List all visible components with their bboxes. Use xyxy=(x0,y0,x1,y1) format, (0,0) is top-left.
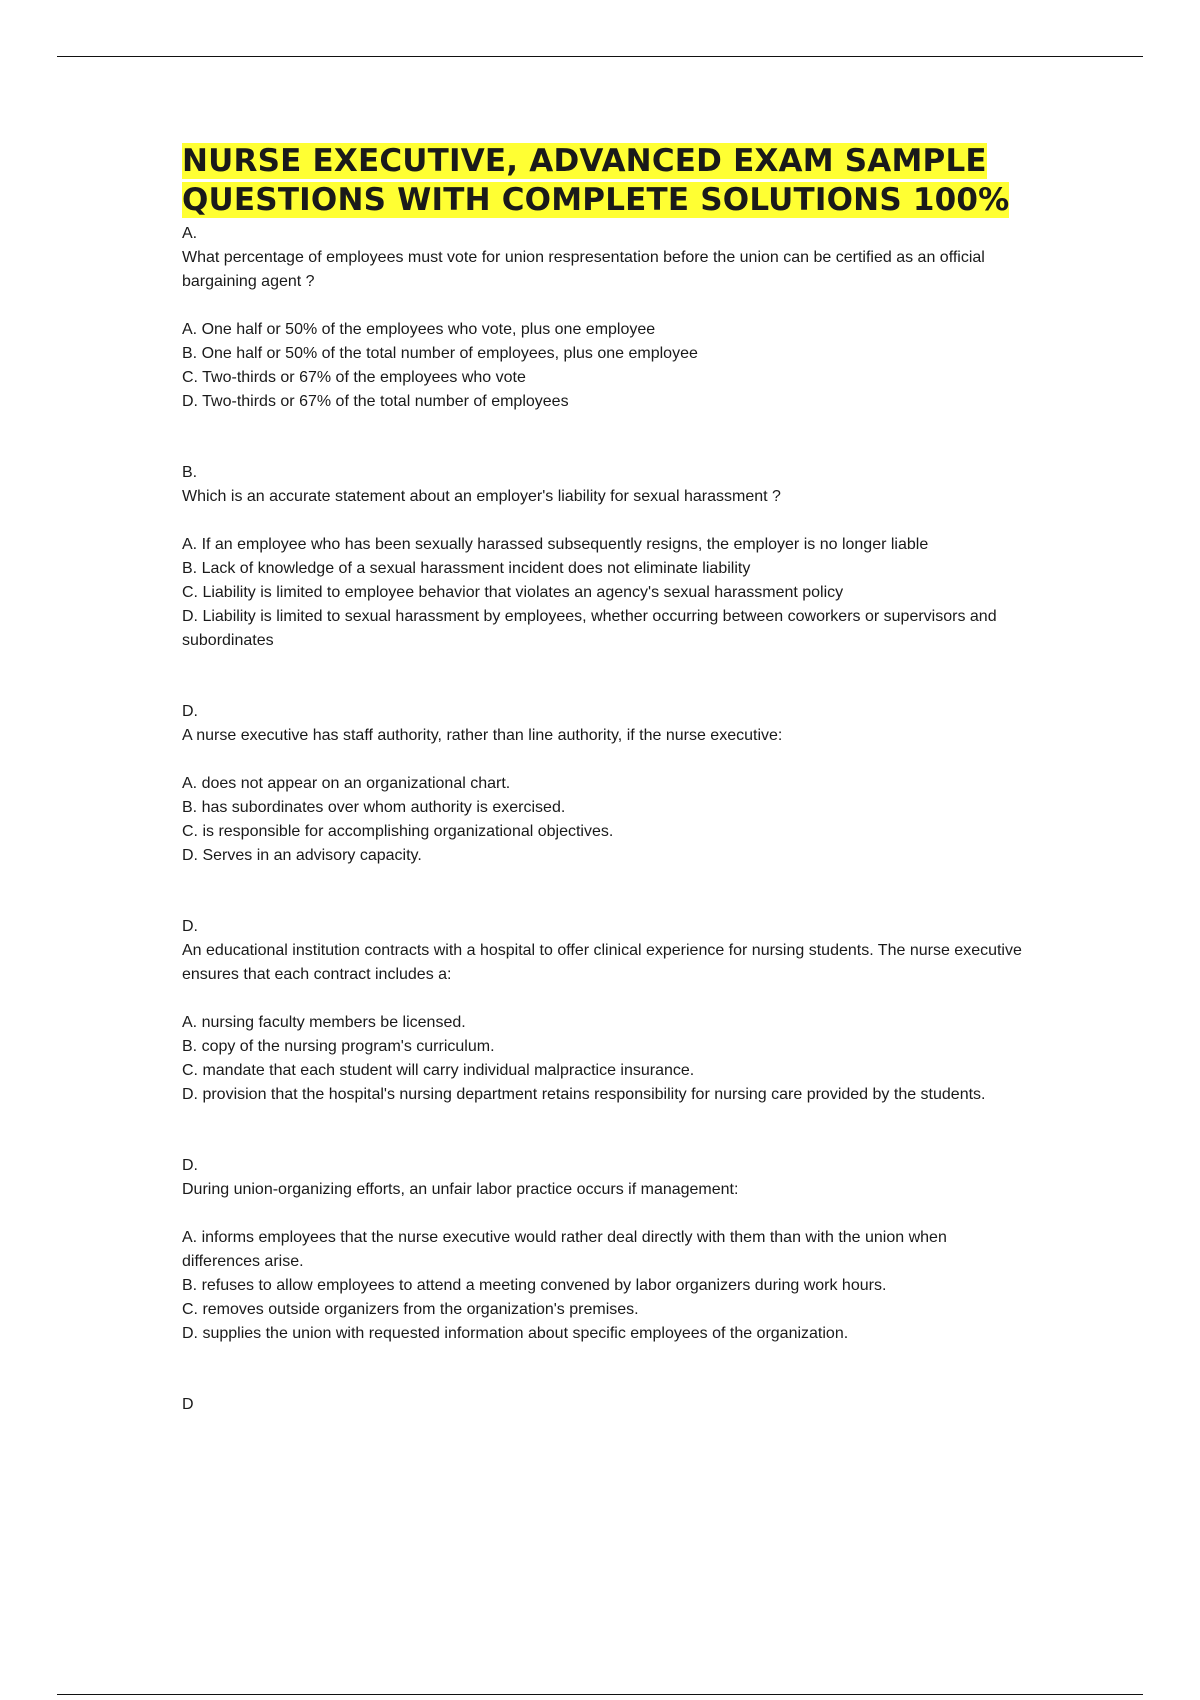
option-c: C. removes outside organizers from the organization's premises. xyxy=(182,1301,639,1318)
option-list xyxy=(182,1011,1022,1107)
option-d: D. Two-thirds or 67% of the total number of employees xyxy=(182,393,569,410)
option-b: B. One half or 50% of the total number of employees, plus one employee xyxy=(182,345,698,362)
option-d: D. Liability is limited to sexual harassment by employees, whether occurring between coworkers or supervisors and subordinates xyxy=(182,608,997,649)
option-a: A. If an employee who has been sexually harassed subsequently resigns, the employer is no longer liable xyxy=(182,536,929,553)
option-c: C. mandate that each student will carry individual malpractice insurance. xyxy=(182,1062,695,1079)
option-c: C. is responsible for accomplishing organizational objectives. xyxy=(182,823,614,840)
option-b: B. copy of the nursing program's curriculum. xyxy=(182,1038,495,1055)
option-a: A. informs employees that the nurse executive would rather deal directly with them than with the union when differences arise. xyxy=(182,1229,947,1270)
question-block-1 xyxy=(182,222,1022,414)
question-text: What percentage of employees must vote for union respresentation before the union can be certified as an official bargaining agent ? xyxy=(182,249,985,290)
option-d: D. supplies the union with requested information about specific employees of the organization. xyxy=(182,1325,849,1342)
option-list xyxy=(182,772,1022,868)
document-body xyxy=(182,142,1022,1417)
trailing-answer-key: D xyxy=(182,1396,194,1413)
option-list xyxy=(182,533,1022,653)
option-c: C. Liability is limited to employee behavior that violates an agency's sexual harassment policy xyxy=(182,584,844,601)
answer-key: D. xyxy=(182,1157,198,1174)
document-title xyxy=(182,142,1022,220)
option-b: B. refuses to allow employees to attend a meeting convened by labor organizers during work hours. xyxy=(182,1277,887,1294)
option-d: D. Serves in an advisory capacity. xyxy=(182,847,422,864)
option-c: C. Two-thirds or 67% of the employees who vote xyxy=(182,369,526,386)
question-block-3 xyxy=(182,700,1022,868)
option-b: B. Lack of knowledge of a sexual harassment incident does not eliminate liability xyxy=(182,560,751,577)
answer-key: D. xyxy=(182,918,198,935)
option-list xyxy=(182,1226,1022,1346)
option-a: A. One half or 50% of the employees who vote, plus one employee xyxy=(182,321,656,338)
question-text: A nurse executive has staff authority, rather than line authority, if the nurse executive: xyxy=(182,727,783,744)
answer-key: B. xyxy=(182,464,198,481)
question-block-5 xyxy=(182,1154,1022,1346)
option-d: D. provision that the hospital's nursing department retains responsibility for nursing care provided by the students. xyxy=(182,1086,986,1103)
header-rule xyxy=(57,56,1143,57)
option-a: A. does not appear on an organizational chart. xyxy=(182,775,511,792)
question-text: During union-organizing efforts, an unfair labor practice occurs if management: xyxy=(182,1181,739,1198)
option-a: A. nursing faculty members be licensed. xyxy=(182,1014,466,1031)
question-text: Which is an accurate statement about an employer's liability for sexual harassment ? xyxy=(182,488,781,505)
title-highlight: NURSE EXECUTIVE, ADVANCED EXAM SAMPLE QUESTIONS WITH COMPLETE SOLUTIONS 100% xyxy=(182,143,1010,218)
answer-key: D. xyxy=(182,703,198,720)
answer-key: A. xyxy=(182,225,198,242)
footer-rule xyxy=(57,1694,1143,1695)
question-block-4 xyxy=(182,915,1022,1107)
question-block-2 xyxy=(182,461,1022,653)
option-list xyxy=(182,318,1022,414)
question-text: An educational institution contracts with a hospital to offer clinical experience for nursing students. The nurse executive ensures that each contract includes a: xyxy=(182,942,1022,983)
option-b: B. has subordinates over whom authority is exercised. xyxy=(182,799,566,816)
